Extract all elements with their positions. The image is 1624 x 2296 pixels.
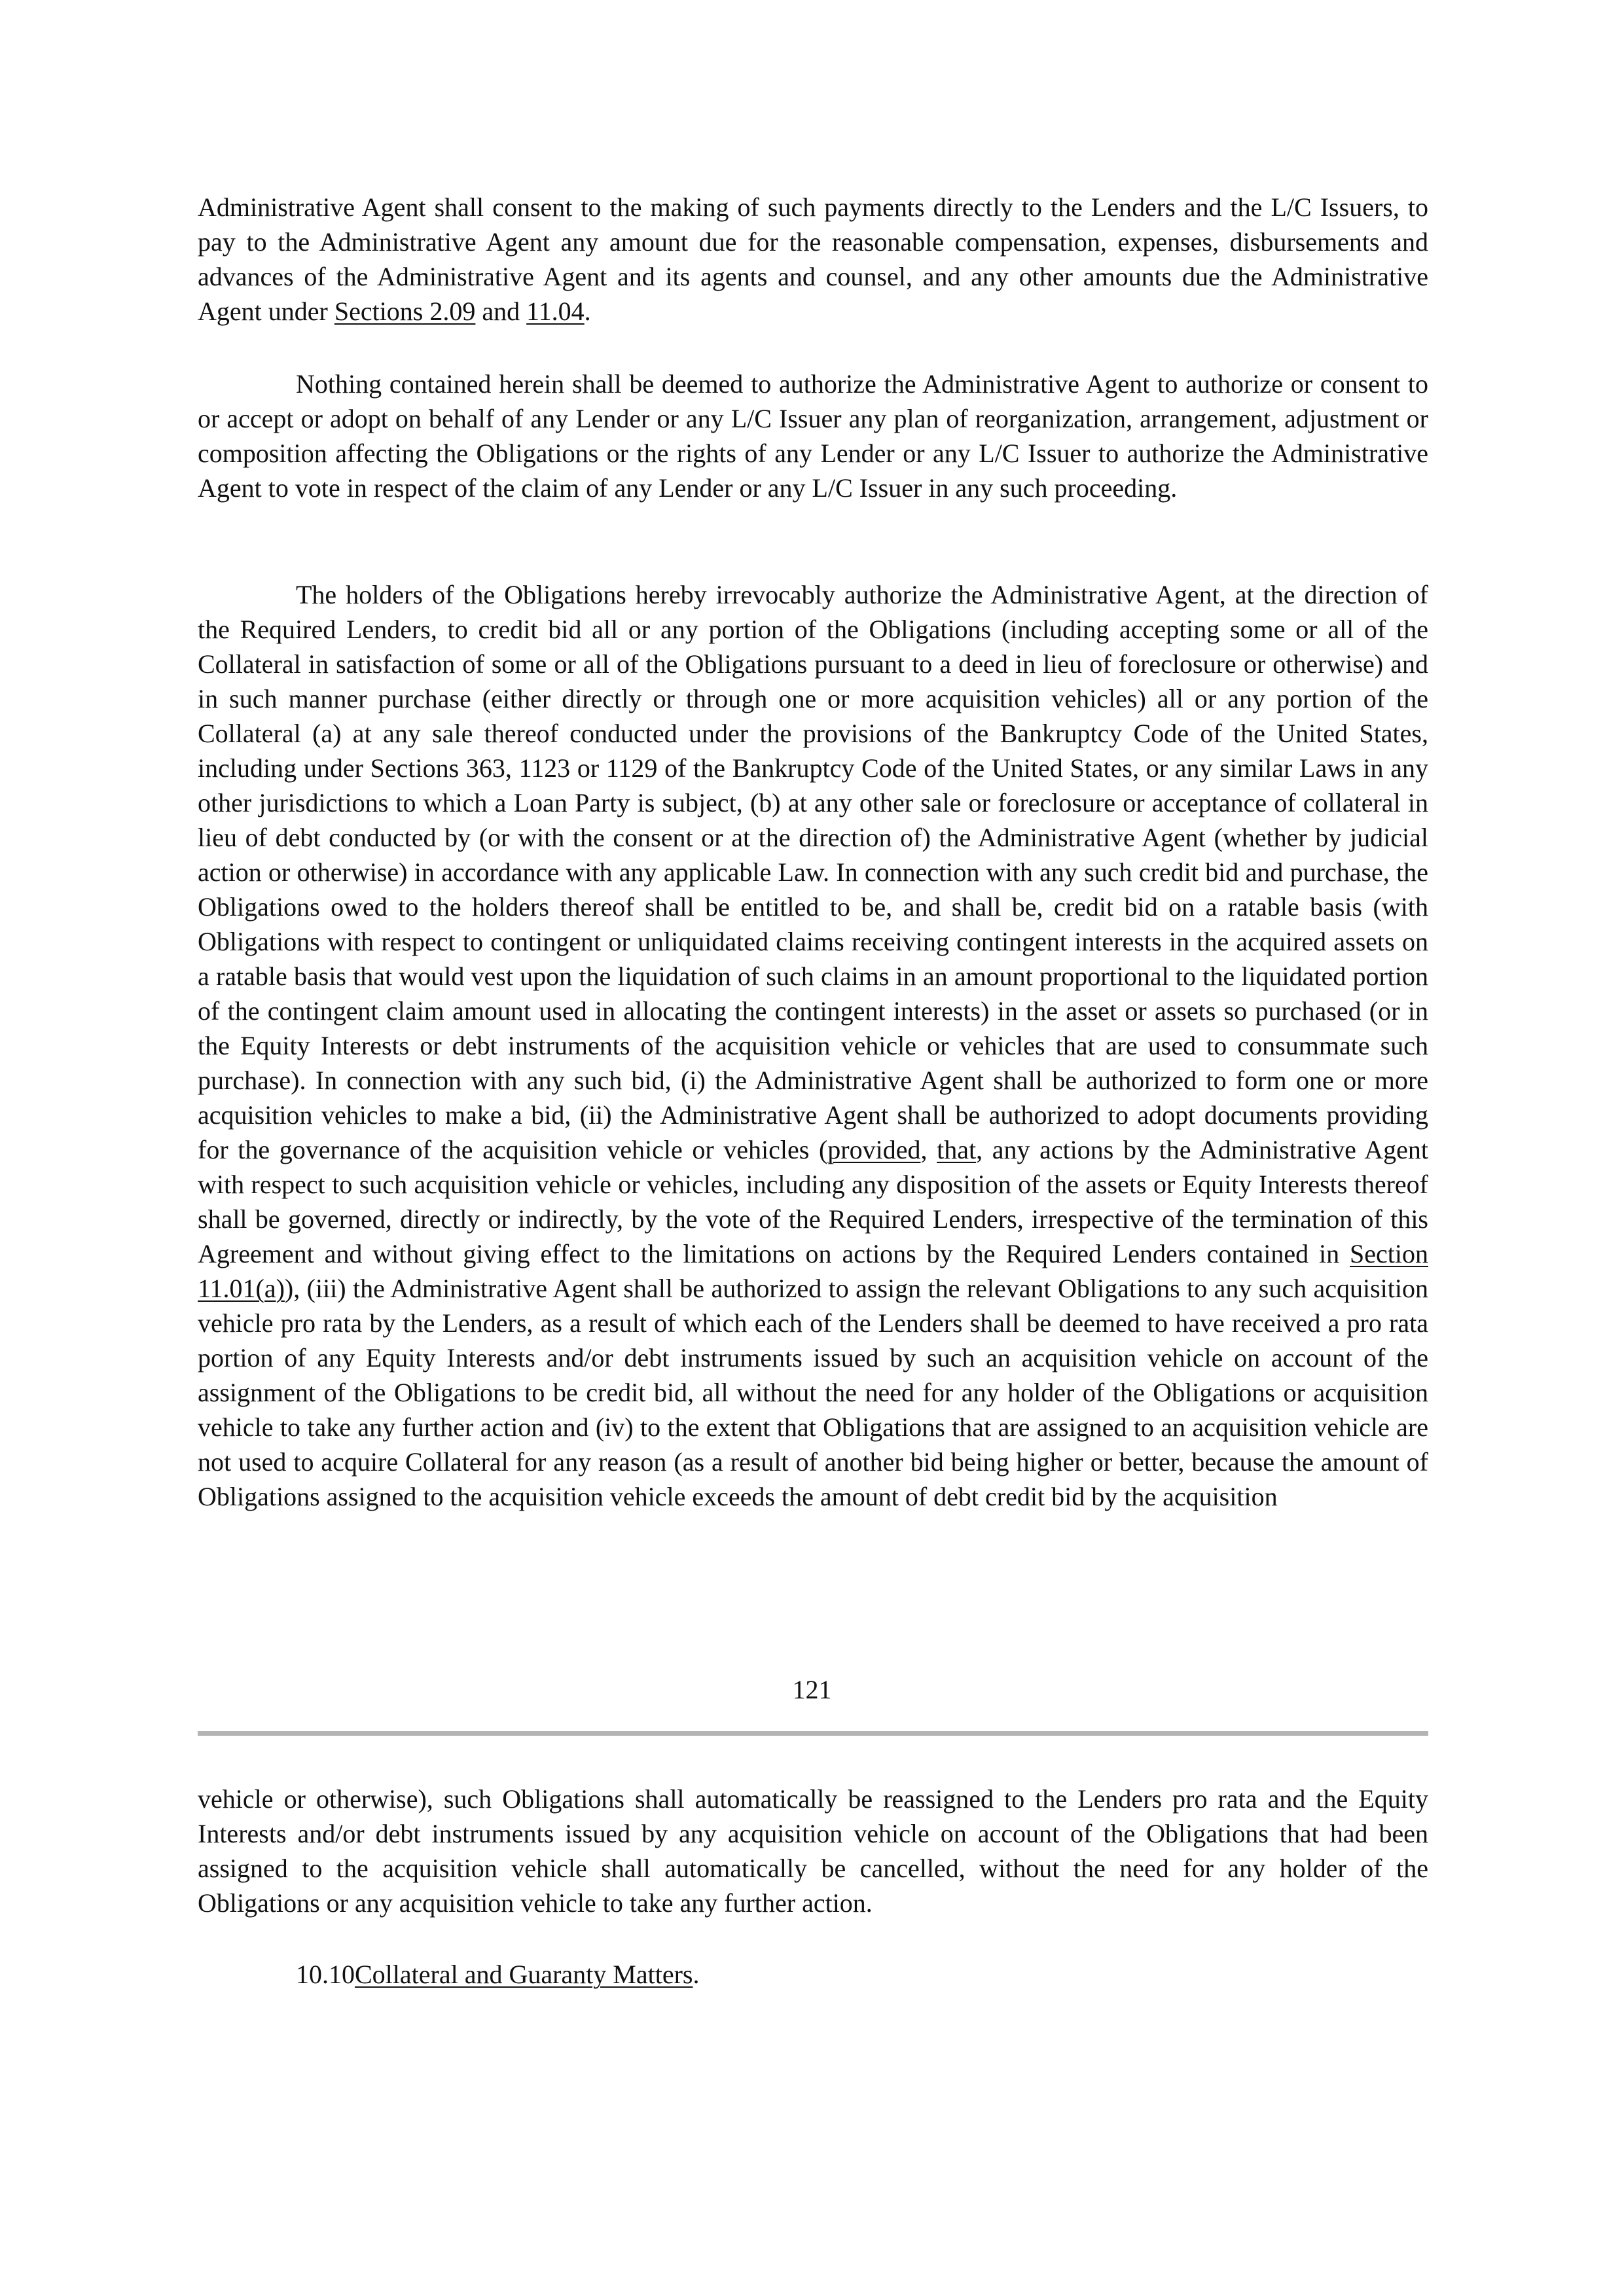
section-title: Collateral and Guaranty Matters [355, 1960, 693, 1989]
cross-reference-11-04: 11.04 [526, 296, 585, 326]
defined-term-that: that [937, 1135, 977, 1164]
paragraph-text: , [920, 1135, 937, 1164]
page-number: 121 [792, 1675, 832, 1704]
page-break-divider [198, 1731, 1428, 1736]
paragraph-credit-bid [198, 577, 1428, 1514]
cross-reference-section-11-01a: Section 11.01(a) [198, 1239, 1428, 1303]
paragraph-continued-payments [198, 190, 1428, 329]
section-number: 10.10 [296, 1960, 355, 1989]
section-heading [296, 1957, 699, 1992]
paragraph-text: The holders of the Obligations hereby irrevocably authorize the Administrative Agent, at the direction of the Required Lenders, to credit bid all or any portion of the Obligations (including accepting some or all of the Collateral in satisfaction of some or all of the Obligations pursuant to a deed in lieu of foreclosure or otherwise) and in such manner purchase (either directly or through one or more acquisition vehicles) all or any portion of the Collateral (a) at any sale thereof conducted under the provisions of the Bankruptcy Code of the United States, including under Sections 363, 1123 or 1129 of the Bankruptcy Code of the United States, or any similar Laws in any other jurisdictions to which a Loan Party is subject, (b) at any other sale or foreclosure or acceptance of collateral in lieu of debt conducted by (or with the consent or at the direction of) the Administrative Agent (whether by judicial action or otherwise) in accordance with any applicable Law. In connection with any such credit bid and purchase, the Obligations owed to the holders thereof shall be entitled to be, and shall be, credit bid on a ratable basis (with Obligations with respect to contingent or unliquidated claims receiving contingent interests in the acquired assets on a ratable basis that would vest upon the liquidation of such claims in an amount proportional to the liquidated portion of the contingent claim amount used in allocating the contingent interests) in the asset or assets so purchased (or in the Equity Interests or debt instruments of the acquisition vehicle or vehicles that are used to consummate such purchase). In connection with any such bid, (i) the Administrative Agent shall be authorized to form one or more acquisition vehicles to make a bid, (ii) the Administrative Agent shall be authorized to adopt documents providing for the governance of the acquisition vehicle or vehicles ( [198, 580, 1428, 1164]
paragraph-text: and [475, 296, 527, 326]
cross-reference-sections-2-09: Sections 2.09 [334, 296, 476, 326]
paragraph-no-authorization: Nothing contained herein shall be deemed to authorize the Administrative Agent to authorize or consent to or accept or adopt on behalf of any Lender or any L/C Issuer any plan of reorganization, arrangement, adjustment or composition affecting the Obligations or the rights of any Lender or any L/C Issuer to authorize the Administrative Agent to vote in respect of the claim of any Lender or any L/C Issuer in any such proceeding. [198, 369, 1428, 503]
paragraph-text: , any actions by the Administrative Agent with respect to such acquisition vehicle or vehicles, including any disposition of the assets or Equity Interests thereof shall be governed, directly or indirectly, by the vote of the Required Lenders, irrespective of the termination of this Agreement and without giving effect to the limitations on actions by the Required Lenders contained in [198, 1135, 1428, 1268]
paragraph-text: ), (iii) the Administrative Agent shall be authorized to assign the relevant Obligations to any such acquisition vehicle pro rata by the Lenders, as a result of which each of the Lenders shall be deemed to have received a pro rata portion of any Equity Interests and/or debt instruments issued by such an acquisition vehicle on account of the assignment of the Obligations to be credit bid, all without the need for any holder of the Obligations or acquisition vehicle to take any further action and (iv) to the extent that Obligations that are assigned to an acquisition vehicle are not used to acquire Collateral for any reason (as a result of another bid being higher or better, because the amount of Obligations assigned to the acquisition vehicle exceeds the amount of debt credit bid by the acquisition [198, 1274, 1428, 1511]
paragraph-text: . [584, 296, 591, 326]
section-title-suffix: . [693, 1960, 700, 1989]
defined-term-provided: provided [827, 1135, 921, 1164]
paragraph-reassignment: vehicle or otherwise), such Obligations shall automatically be reassigned to the Lenders pro rata and the Equity Interests and/or debt instruments issued by any acquisition vehicle on account of the Obligations that had been assigned to the acquisition vehicle shall automatically be cancelled, without the need for any holder of the Obligations or any acquisition vehicle to take any further action. [198, 1784, 1428, 1918]
paragraph-text: Administrative Agent shall consent to the making of such payments directly to the Lenders and the L/C Issuers, to pay to the Administrative Agent any amount due for the reasonable compensation, expenses, disbursements and advances of the Administrative Agent and its agents and counsel, and any other amounts due the Administrative Agent under [198, 192, 1428, 326]
